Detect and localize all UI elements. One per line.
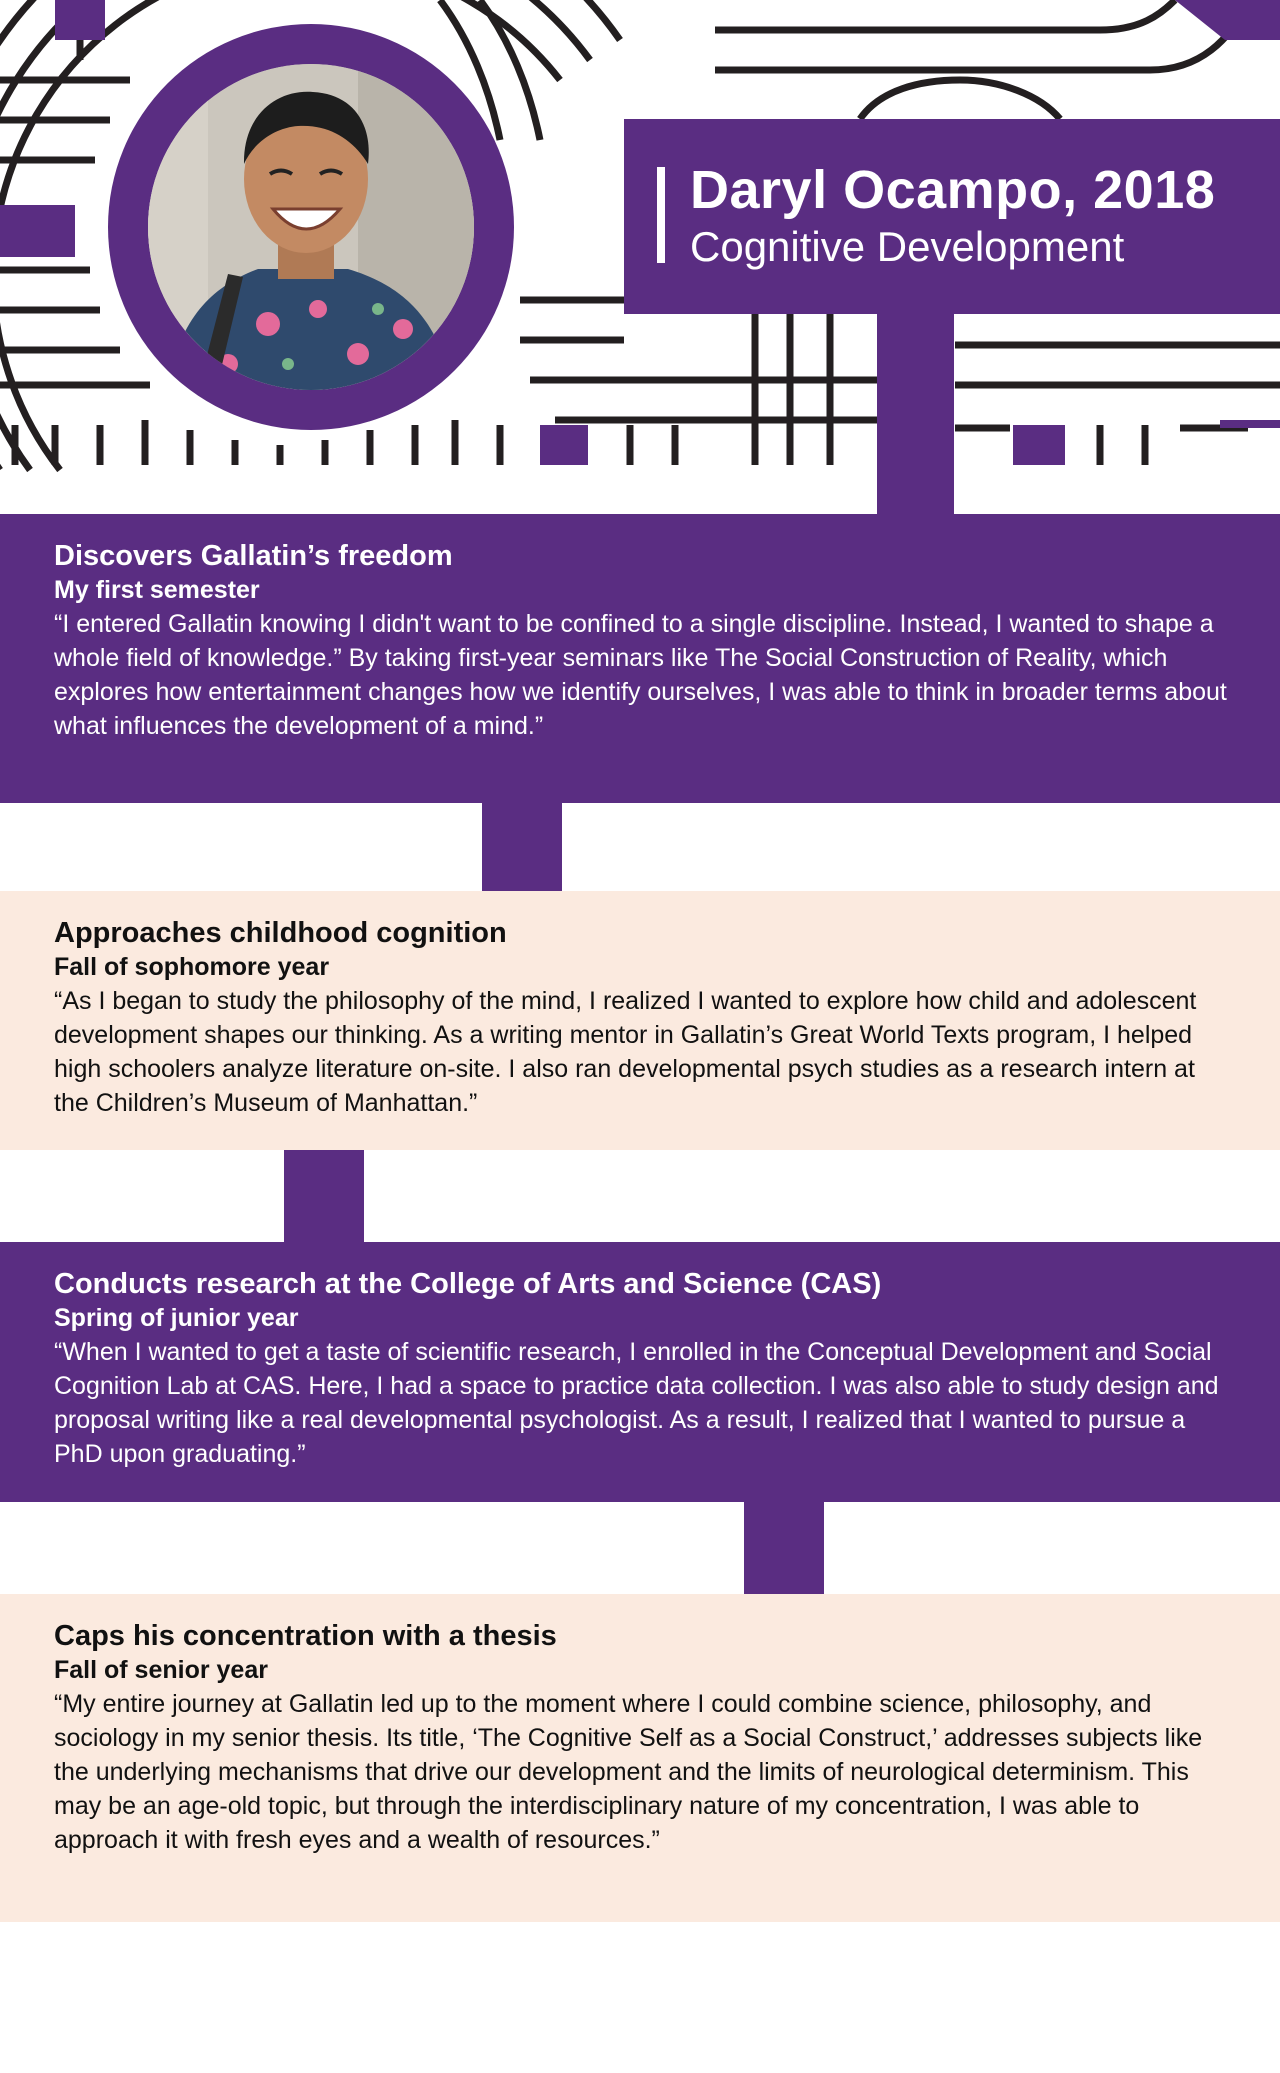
portrait-illustration [148,64,474,390]
avatar-photo [148,64,474,390]
timeline-connector [482,803,562,891]
milestone-timeframe: Fall of senior year [54,1656,268,1684]
milestone-section-4 [0,1594,1280,1922]
milestone-quote: “My entire journey at Gallatin led up to the moment where I could combine science, philosophy, and sociology in my senior thesis. Its title, ‘The Cognitive Self as a Social Construct,’ addresses subjects like the underlying mechanisms that drive our development and the limits of neurological determinism. This may be an age-old topic, but through the interdisciplinary nature of my concentration, I was able to approach it with fresh eyes and a wealth of resources.” [54,1690,1203,1854]
concentration-title: Cognitive Development [690,223,1125,270]
timeline-connector [744,1502,824,1594]
milestone-timeframe: My first semester [54,576,260,604]
milestone-title: Approaches childhood cognition [54,917,507,949]
milestone-timeframe: Spring of junior year [54,1304,299,1332]
student-name-year: Daryl Ocampo, 2018 [690,160,1216,220]
timeline-connector [284,1150,364,1242]
milestone-section-2 [0,891,1280,1150]
milestone-timeframe: Fall of sophomore year [54,953,330,981]
milestone-section-3 [0,1242,1280,1502]
avatar-ring [108,24,514,430]
name-card [624,119,1280,314]
name-card-accent-bar [657,167,665,263]
milestone-quote: “As I began to study the philosophy of the mind, I realized I wanted to explore how child and adolescent development shapes our thinking. As a writing mentor in Gallatin’s Great World Texts program, I helped high schoolers analyze literature on-site. I also ran developmental psych studies as a research intern at the Children’s Museum of Manhattan.” [54,987,1197,1117]
milestone-quote: “I entered Gallatin knowing I didn't want to be confined to a single discipline. Instead, I wanted to shape a whole field of knowledge.” By taking first-year seminars like The Social Construction of Reality, which explores how entertainment changes how we identify ourselves, I was able to think in broader terms about what influences the development of a mind.” [54,610,1227,740]
milestone-title: Caps his concentration with a thesis [54,1620,557,1652]
timeline-connector [877,314,954,514]
milestone-title: Conducts research at the College of Arts and Science (CAS) [54,1268,882,1300]
milestone-section-1 [0,514,1280,803]
milestone-title: Discovers Gallatin’s freedom [54,540,453,572]
milestone-quote: “When I wanted to get a taste of scientific research, I enrolled in the Conceptual Development and Social Cognition Lab at CAS. Here, I had a space to practice data collection. I was also able to study design and proposal writing like a real developmental psychologist. As a result, I realized that I wanted to pursue a PhD upon graduating.” [54,1338,1219,1468]
